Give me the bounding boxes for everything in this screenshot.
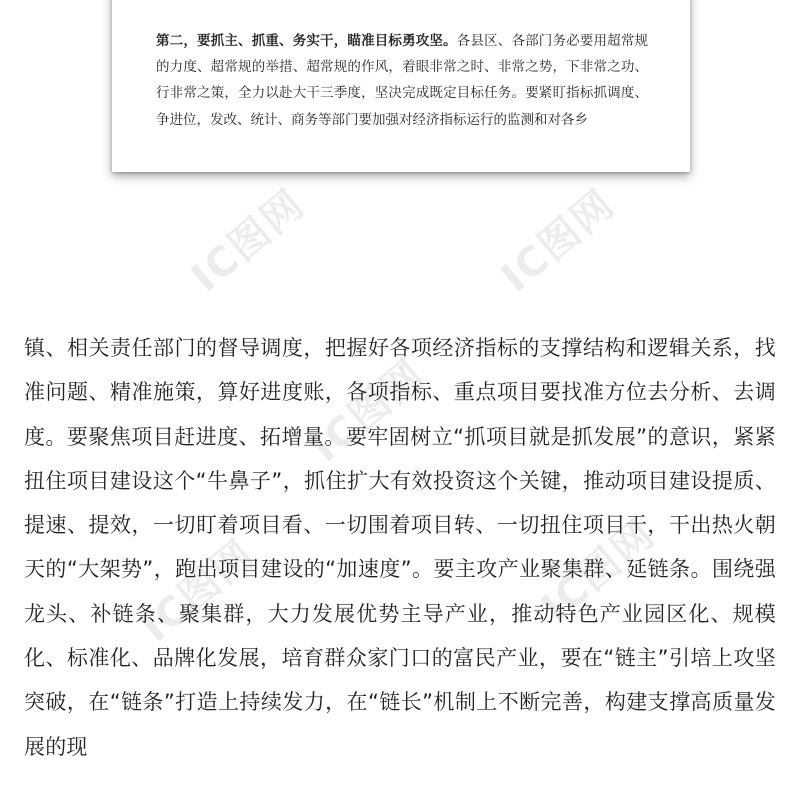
watermark: IC图网 xyxy=(132,531,264,652)
document-page-preview xyxy=(112,0,690,172)
watermark: IC图网 xyxy=(182,181,314,302)
card-paragraph-text: 各县区、各部门务必要用超常规的力度、超常规的举措、超常规的作风，着眼非常之时、非常之势，下非常之功、行非常之策，全力以赴大干三季度，坚决完成既定目标任务。要紧盯指标抓调度、争进位，发改、统计、商务等部门要加强对经济指标运行的监测和对各乡 xyxy=(156,33,649,128)
card-paragraph-lead: 第二，要抓主、抓重、务实干，瞄准目标勇攻坚。 xyxy=(156,33,457,49)
watermark: IC图网 xyxy=(532,511,664,632)
watermark: IC图网 xyxy=(492,181,624,302)
body-paragraph: 镇、相关责任部门的督导调度，把握好各项经济指标的支撑结构和逻辑关系，找准问题、精准施策，算好进度账，各项指标、重点项目要找准方位去分析、去调度。要聚焦项目赶进度、拓增量。要牢固树立“抓项目就是抓发展”的意识，紧紧扭住项目建设这个“牛鼻子”，抓住扩大有效投资这个关键，推动项目建设提质、提速、提效，一切盯着项目看、一切围着项目转、一切扭住项目干，干出热火朝天的“大架势”，跑出项目建设的“加速度”。要主攻产业聚集群、延链条。围绕强龙头、补链条、聚集群，大力发展优势主导产业，推动特色产业园区化、规模化、标准化、品牌化发展，培育群众家门口的富民产业，要在“链主”引培上攻坚突破，在“链条”打造上持续发力，在“链长”机制上不断完善，构建支撑高质量发展的现 xyxy=(24,336,776,759)
card-paragraph xyxy=(156,28,648,133)
watermark: IC图网 xyxy=(302,351,434,472)
